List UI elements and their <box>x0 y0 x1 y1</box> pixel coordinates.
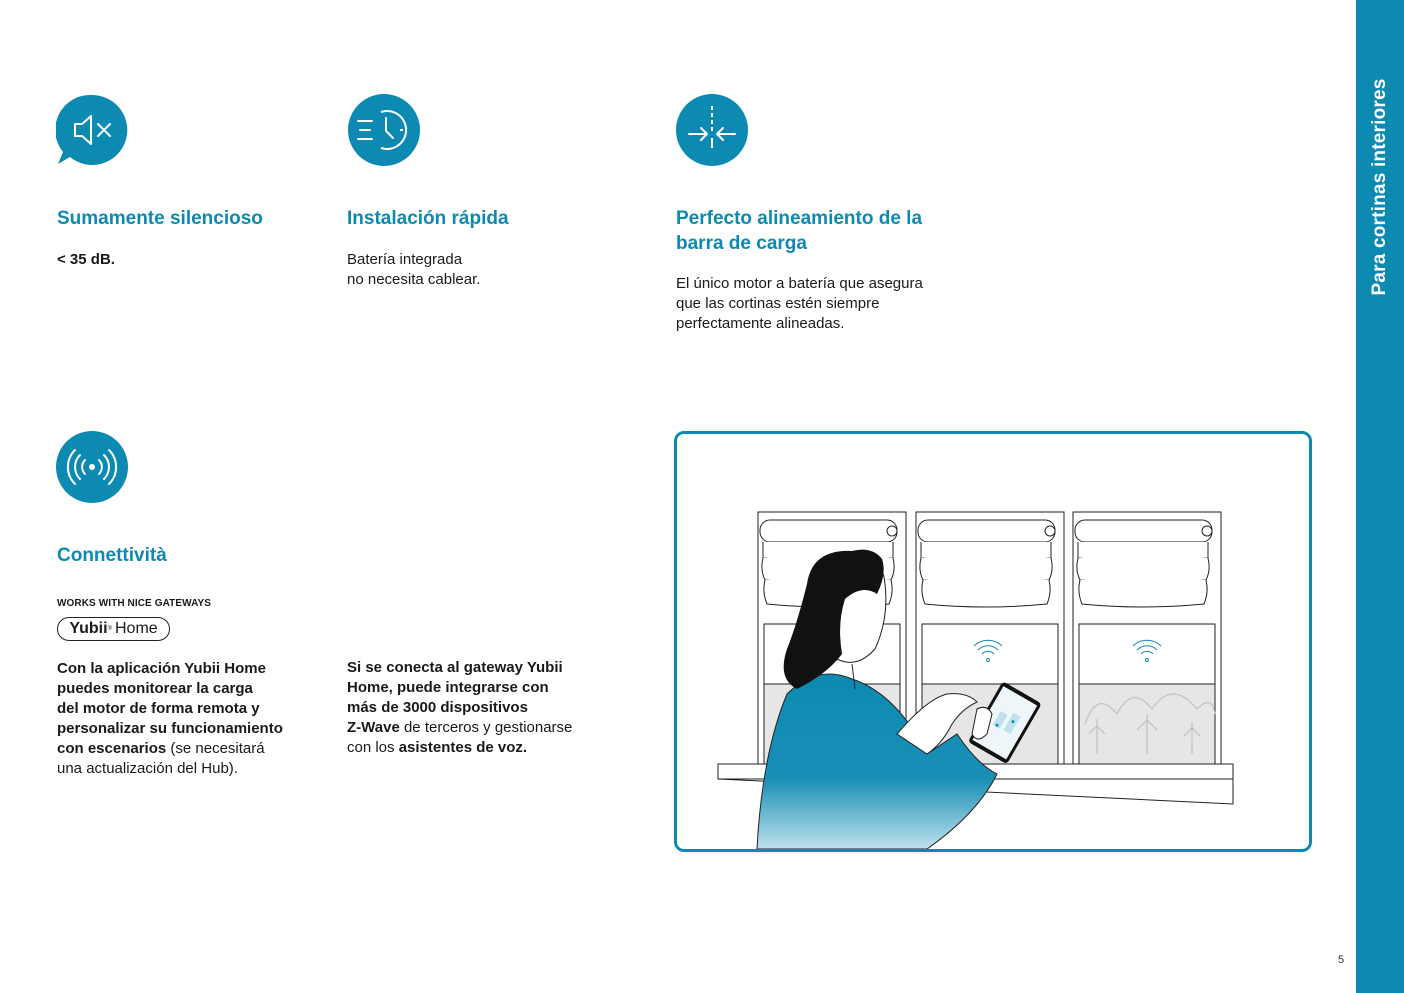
page-number: 5 <box>1338 954 1345 966</box>
col1-line5-normal: (se necesitará <box>166 740 265 757</box>
feature-text-align-1: El único motor a batería que asegura <box>676 275 923 292</box>
col2-line4-bold: Z-Wave <box>347 719 400 736</box>
illustration-frame <box>674 431 1312 852</box>
col2-line2: Home, puede integrarse con <box>347 679 549 696</box>
muted-speaker-icon <box>56 94 128 166</box>
feature-text-silent: < 35 dB. <box>57 251 115 268</box>
badge-trademark: ® <box>107 626 112 632</box>
feature-title-align-1: Perfecto alineamiento de la <box>676 208 923 229</box>
feature-title-silent: Sumamente silencioso <box>57 208 263 229</box>
feature-title-install: Instalación rápida <box>347 208 509 229</box>
feature-text-install-2: no necesita cablear. <box>347 271 481 288</box>
feature-text-align-3: perfectamente alineadas. <box>676 315 845 332</box>
col2-line5-normal: con los <box>347 739 399 756</box>
col2-line4 <box>347 718 572 738</box>
col1-line4: personalizar su funcionamiento <box>57 720 283 737</box>
col2-line5 <box>347 738 527 758</box>
badge-brand: Yubii <box>69 620 108 637</box>
alignment-arrows-icon <box>676 94 748 166</box>
gateways-label: WORKS WITH NICE GATEWAYS <box>57 598 212 609</box>
col1-line3: del motor de forma remota y <box>57 700 260 717</box>
yubii-home-badge <box>57 617 170 641</box>
col1-line2: puedes monitorear la carga <box>57 680 253 697</box>
col1-line1: Con la aplicación Yubii Home <box>57 660 266 677</box>
col2-line5-bold: asistentes de voz. <box>398 739 528 756</box>
feature-title-align-2: barra de carga <box>676 233 807 254</box>
wireless-signal-icon <box>56 431 128 503</box>
fast-clock-icon <box>348 94 420 166</box>
col1-line5 <box>57 739 265 759</box>
col2-line3: más de 3000 dispositivos <box>347 699 528 716</box>
col2-line4-normal: de terceros y gestionarse <box>399 719 573 736</box>
col1-line6: una actualización del Hub). <box>57 760 238 777</box>
col2-line1: Si se conecta al gateway Yubii <box>347 659 563 676</box>
feature-text-install-1: Batería integrada <box>347 251 463 268</box>
badge-product: Home <box>114 620 158 637</box>
sidebar-title-wrap <box>1356 0 1404 993</box>
sidebar-title: Para cortinas interiores <box>1369 78 1390 296</box>
feature-text-align-2: que las cortinas estén siempre <box>676 295 880 312</box>
woman-controlling-blinds-illustration <box>677 434 1309 849</box>
col1-line5-bold: con escenarios <box>57 740 167 757</box>
feature-title-connectivity: Connettività <box>57 545 167 566</box>
